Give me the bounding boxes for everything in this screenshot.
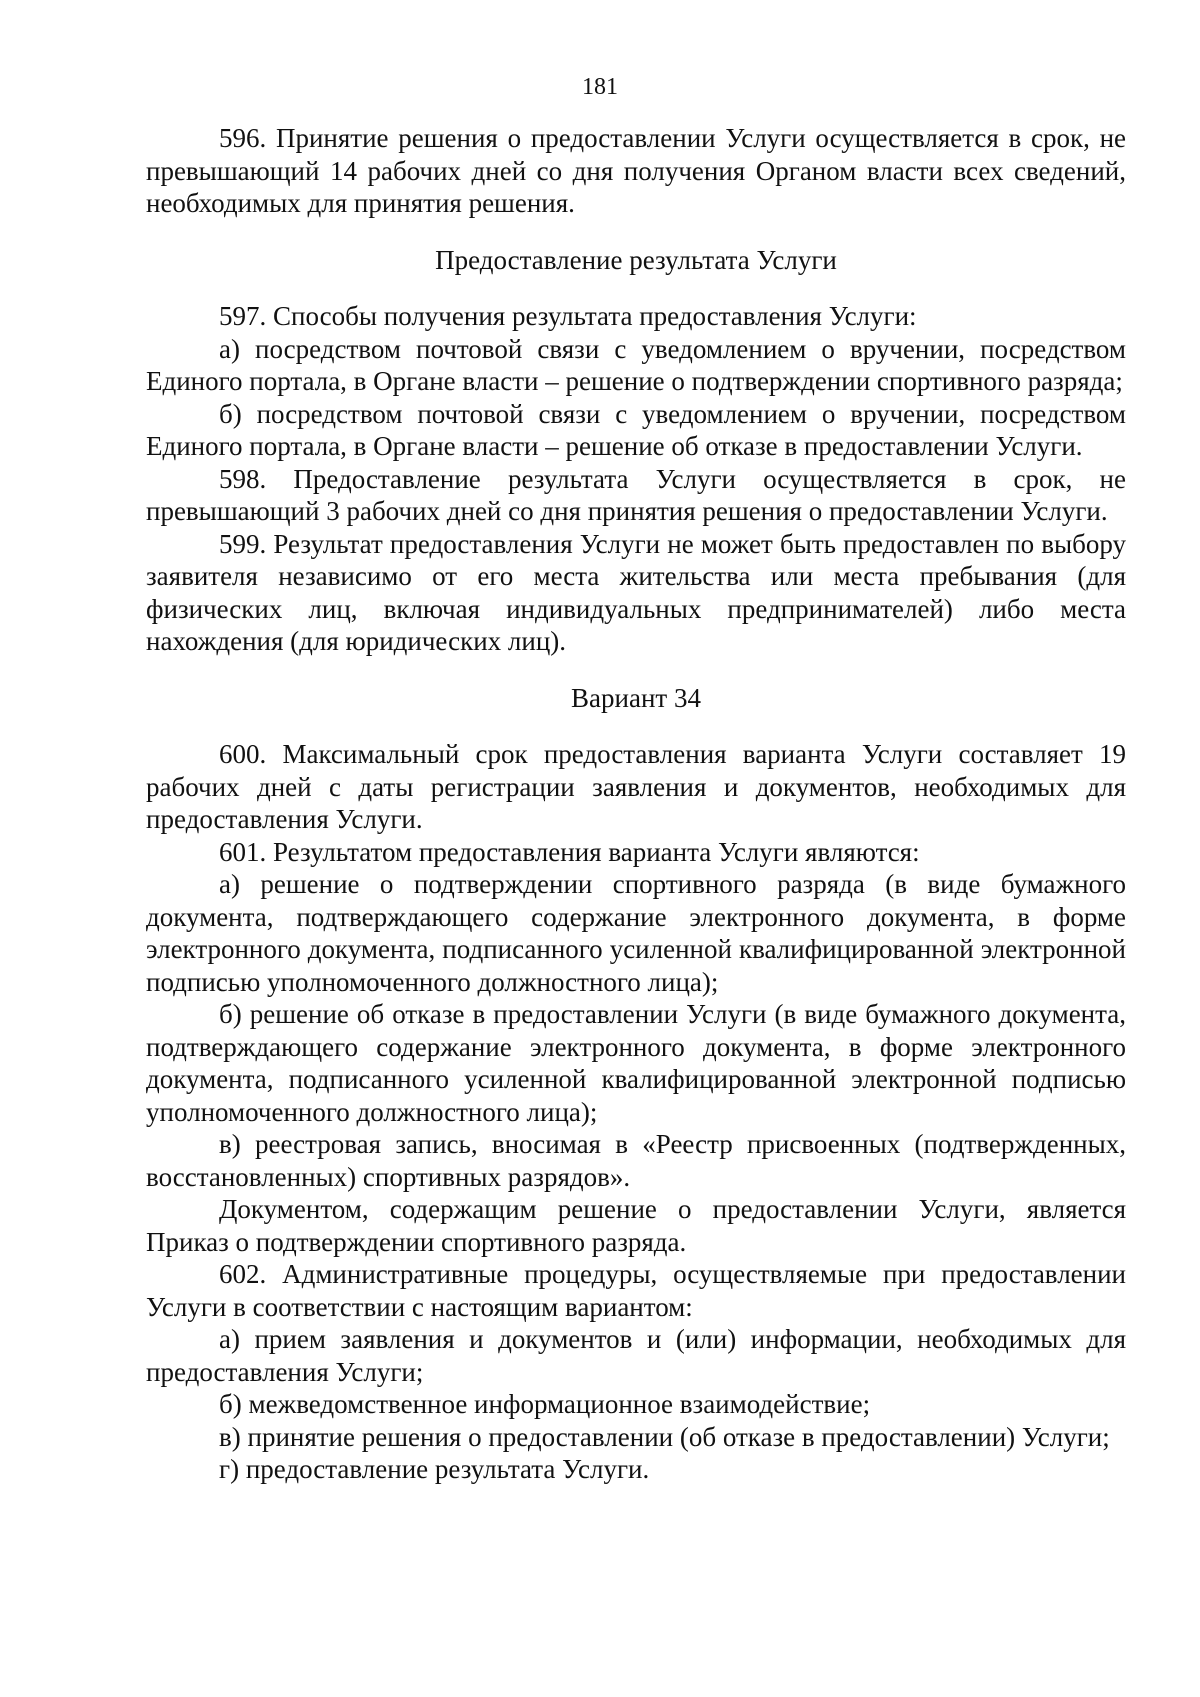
section-heading-result: Предоставление результата Услуги [435,244,837,275]
paragraph-602-a: а) прием заявления и документов и (или) информации, необходимых для предоставления Услуги; [146,1324,1126,1387]
paragraph-600: 600. Максимальный срок предоставления варианта Услуги составляет 19 рабочих дней с даты регистрации заявления и документов, необходимых для предоставления Услуги. [146,739,1126,834]
paragraph-597: 597. Способы получения результата предоставления Услуги: [219,301,917,331]
paragraph-601-b: б) решение об отказе в предоставлении Услуги (в виде бумажного документа, подтверждающего содержание электронного документа, в форме электронного документа, подписанного усиленной квалифицированной электронной подписью уполномоченного должностного лица); [146,999,1126,1127]
paragraph-602: 602. Административные процедуры, осуществляемые при предоставлении Услуги в соответствии с настоящим вариантом: [146,1259,1126,1322]
paragraph-601-v: в) реестровая запись, вносимая в «Реестр присвоенных (подтвержденных, восстановленных) спортивных разрядов». [146,1129,1126,1192]
paragraph-598: 598. Предоставление результата Услуги осуществляется в срок, не превышающий 3 рабочих дней со дня принятия решения о предоставлении Услуги. [146,463,1126,526]
paragraph-602-g: г) предоставление результата Услуги. [219,1454,650,1484]
paragraph-602-v: в) принятие решения о предоставлении (об отказе в предоставлении) Услуги; [219,1421,1110,1452]
document-body [146,122,1126,1486]
paragraph-597-a: а) посредством почтовой связи с уведомлением о вручении, посредством Единого портала, в Органе власти – решение о подтверждении спортивного разряда; [146,333,1126,396]
paragraph-602-b: б) межведомственное информационное взаимодействие; [219,1389,871,1419]
section-heading-variant-34: Вариант 34 [571,682,701,713]
paragraph-599: 599. Результат предоставления Услуги не может быть предоставлен по выбору заявителя независимо от его места жительства или места пребывания (для физических лиц, включая индивидуальных предпринимателей) либо места нахождения (для юридических лиц). [146,528,1126,656]
paragraph-601: 601. Результатом предоставления варианта Услуги являются: [219,836,920,867]
paragraph-597-b: б) посредством почтовой связи с уведомлением о вручении, посредством Единого портала, в Органе власти – решение об отказе в предоставлении Услуги. [146,398,1126,461]
paragraph-601-a: а) решение о подтверждении спортивного разряда (в виде бумажного документа, подтверждающего содержание электронного документа, в форме электронного документа, подписанного усиленной квалифицированной электронной подписью уполномоченного должностного лица); [146,869,1126,997]
page-number: 181 [582,74,618,100]
paragraph-decision-document: Документом, содержащим решение о предоставлении Услуги, является Приказ о подтверждении спортивного разряда. [146,1194,1126,1257]
paragraph-596: 596. Принятие решения о предоставлении Услуги осуществляется в срок, не превышающий 14 рабочих дней со дня получения Органом власти всех сведений, необходимых для принятия решения. [146,123,1126,218]
